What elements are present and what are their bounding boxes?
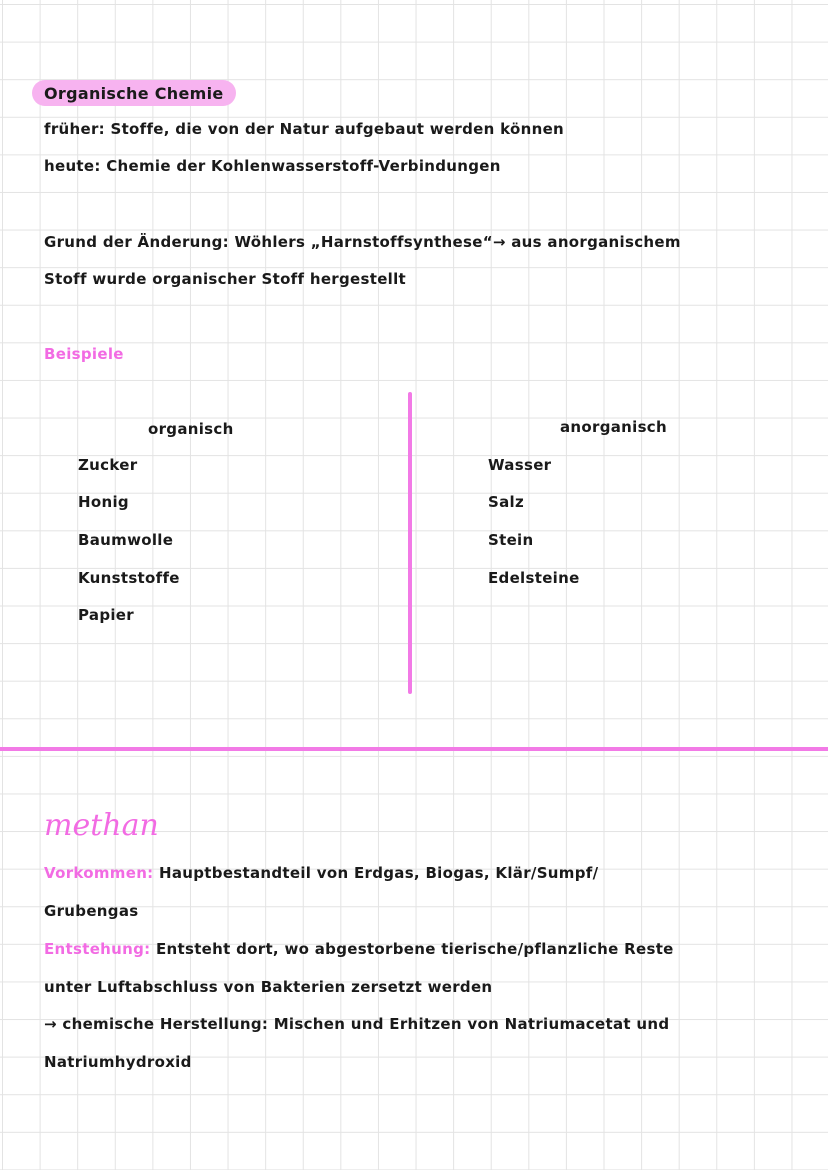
organisch-item: Baumwolle	[78, 531, 174, 549]
entstehung-line-2: unter Luftabschluss von Bakterien zersetzt werden	[44, 978, 493, 996]
arrow-right-icon: →	[44, 1015, 57, 1033]
anorganisch-item: Stein	[488, 531, 534, 549]
section-title-highlight	[32, 80, 236, 106]
anorganisch-item: Edelsteine	[488, 569, 580, 587]
vorkommen-line-2: Grubengas	[44, 902, 139, 920]
entstehung-line-1	[44, 940, 674, 958]
vorkommen-label: Vorkommen:	[44, 864, 154, 882]
beispiele-label: Beispiele	[44, 345, 124, 363]
definition-frueher: früher: Stoffe, die von der Natur aufgebaut werden können	[44, 120, 565, 138]
entstehung-label: Entstehung:	[44, 940, 151, 958]
grund-line-2: Stoff wurde organischer Stoff hergestellt	[44, 270, 407, 288]
section-divider	[0, 747, 828, 751]
herstellung-line-2: Natriumhydroxid	[44, 1053, 192, 1071]
anorganisch-header: anorganisch	[560, 418, 667, 436]
anorganisch-item: Salz	[488, 493, 524, 511]
section-title: Organische Chemie	[44, 83, 224, 103]
definition-heute: heute: Chemie der Kohlenwasserstoff-Verbindungen	[44, 157, 501, 175]
organisch-item: Honig	[78, 493, 129, 511]
organisch-item: Kunststoffe	[78, 569, 180, 587]
entstehung-text: Entsteht dort, wo abgestorbene tierische/pflanzliche Reste	[155, 940, 674, 958]
methan-title: methan	[44, 808, 159, 843]
herstellung-line-1	[44, 1015, 669, 1033]
organisch-item: Zucker	[78, 456, 138, 474]
anorganisch-item: Wasser	[488, 456, 552, 474]
herstellung-text: chemische Herstellung: Mischen und Erhitzen von Natriumacetat und	[62, 1015, 670, 1033]
column-divider	[408, 392, 412, 694]
vorkommen-line-1	[44, 864, 598, 882]
organisch-header: organisch	[148, 420, 234, 438]
organisch-item: Papier	[78, 606, 134, 624]
grund-line-1: Grund der Änderung: Wöhlers „Harnstoffsynthese“→ aus anorganischem	[44, 233, 681, 251]
vorkommen-text: Hauptbestandteil von Erdgas, Biogas, Klär/Sumpf/	[159, 864, 599, 882]
